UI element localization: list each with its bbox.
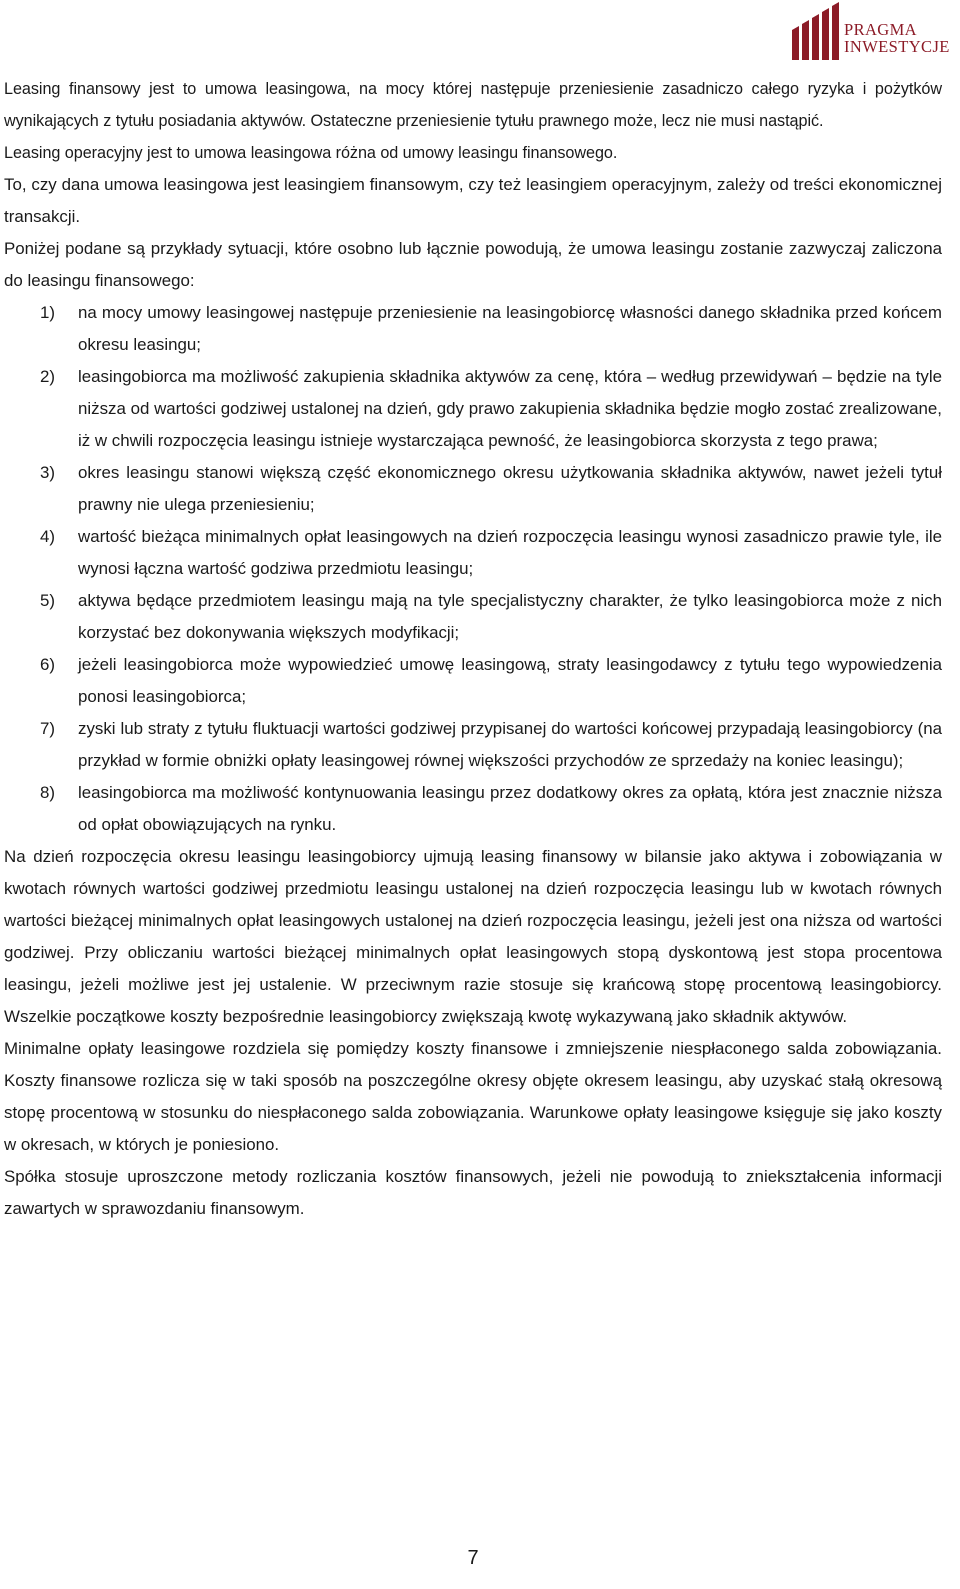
list-item	[4, 361, 942, 457]
list-item-text: leasingobiorca ma możliwość zakupienia składnika aktywów za cenę, która – według przewidywań – będzie na tyle niższa od wartości godziwej ustalonej na dzień, gdy prawo zakupienia składnika będzie mogło zostać zrealizowane, iż w chwili rozpoczęcia leasingu istnieje wystarczająca pewność, że leasingobiorca skorzysta z tego prawa;	[78, 367, 942, 450]
logo-brand-bottom: INWESTYCJE	[844, 37, 950, 56]
list-item-number: 2)	[40, 367, 56, 386]
paragraph-examples-intro: Poniżej podane są przykłady sytuacji, które osobno lub łącznie powodują, że umowa leasingu zostanie zazwyczaj zaliczona do leasingu finansowego:	[4, 239, 942, 290]
list-item-number: 5)	[40, 591, 56, 610]
document-body	[4, 73, 942, 1225]
paragraph-classification: To, czy dana umowa leasingowa jest leasingiem finansowym, czy też leasingiem operacyjnym, zależy od treści ekonomicznej transakcji.	[4, 175, 942, 226]
list-item-text: wartość bieżąca minimalnych opłat leasingowych na dzień rozpoczęcia leasingu wynosi zasadniczo prawie tyle, ile wynosi łączna wartość godziwa przedmiotu leasingu;	[78, 527, 942, 578]
list-item-text: okres leasingu stanowi większą część ekonomicznego okresu użytkowania składnika aktywów, nawet jeżeli tytuł prawny nie ulega przeniesieniu;	[78, 463, 942, 514]
paragraph-simplified-methods: Spółka stosuje uproszczone metody rozliczania kosztów finansowych, jeżeli nie powodują to zniekształcenia informacji zawartych w sprawozdaniu finansowym.	[4, 1167, 942, 1218]
page-number: 7	[467, 1547, 479, 1569]
list-item	[4, 649, 942, 713]
examples-list	[4, 297, 942, 841]
building-bars-icon	[790, 2, 840, 60]
paragraph-operating-lease-definition: Leasing operacyjny jest to umowa leasingowa różna od umowy leasingu finansowego.	[4, 144, 618, 162]
company-logo	[790, 2, 956, 64]
list-item	[4, 297, 942, 361]
paragraph-finance-lease-definition: Leasing finansowy jest to umowa leasingowa, na mocy której następuje przeniesienie zasadniczo całego ryzyka i pożytków wynikających z tytułu posiadania aktywów. Ostateczne przeniesienie tytułu prawnego może, lecz nie musi nastąpić.	[4, 80, 942, 130]
list-item-text: aktywa będące przedmiotem leasingu mają na tyle specjalistyczny charakter, że tylko leasingobiorca może z nich korzystać bez dokonywania większych modyfikacji;	[78, 591, 942, 642]
list-item-number: 6)	[40, 655, 56, 674]
list-item	[4, 521, 942, 585]
list-item-text: jeżeli leasingobiorca może wypowiedzieć umowę leasingową, straty leasingodawcy z tytułu tego wypowiedzenia ponosi leasingobiorca;	[78, 655, 942, 706]
list-item-number: 8)	[40, 783, 56, 802]
list-item	[4, 585, 942, 649]
logo-brand-top: PRAGMA	[844, 20, 918, 39]
logo-wordmark	[844, 21, 950, 55]
list-item	[4, 713, 942, 777]
list-item-number: 3)	[40, 463, 56, 482]
list-item-text: zyski lub straty z tytułu fluktuacji wartości godziwej przypisanej do wartości końcowej przypadają leasingobiorcy (na przykład w formie obniżki opłaty leasingowej równej większości przychodów ze sprzedaży na koniec leasingu);	[78, 719, 942, 770]
list-item-number: 1)	[40, 303, 56, 322]
list-item	[4, 457, 942, 521]
list-item	[4, 777, 942, 841]
list-item-number: 4)	[40, 527, 56, 546]
paragraph-minimum-payments: Minimalne opłaty leasingowe rozdziela się pomiędzy koszty finansowe i zmniejszenie niespłaconego salda zobowiązania. Koszty finansowe rozlicza się w taki sposób na poszczególne okresy objęte okresem leasingu, aby uzyskać stałą okresową stopę procentową w stosunku do niespłaconego salda zobowiązania. Warunkowe opłaty leasingowe księguje się jako koszty w okresach, w których je poniesiono.	[4, 1039, 942, 1154]
list-item-text: na mocy umowy leasingowej następuje przeniesienie na leasingobiorcę własności danego składnika przed końcem okresu leasingu;	[78, 303, 942, 354]
list-item-number: 7)	[40, 719, 56, 738]
list-item-text: leasingobiorca ma możliwość kontynuowania leasingu przez dodatkowy okres za opłatą, która jest znacznie niższa od opłat obowiązujących na rynku.	[78, 783, 942, 834]
paragraph-initial-recognition: Na dzień rozpoczęcia okresu leasingu leasingobiorcy ujmują leasing finansowy w bilansie jako aktywa i zobowiązania w kwotach równych wartości godziwej przedmiotu leasingu ustalonej na dzień rozpoczęcia leasingu lub w kwotach równych wartości bieżącej minimalnych opłat leasingowych ustalonej na dzień rozpoczęcia leasingu, jeżeli jest ona niższa od wartości godziwej. Przy obliczaniu wartości bieżącej minimalnych opłat leasingowych stopą dyskontową jest stopa procentowa leasingu, jeżeli możliwe jest jej ustalenie. W przeciwnym razie stosuje się krańcową stopę procentową leasingobiorcy. Wszelkie początkowe koszty bezpośrednie leasingobiorcy zwiększają kwotę wykazywaną jako składnik aktywów.	[4, 847, 942, 1026]
